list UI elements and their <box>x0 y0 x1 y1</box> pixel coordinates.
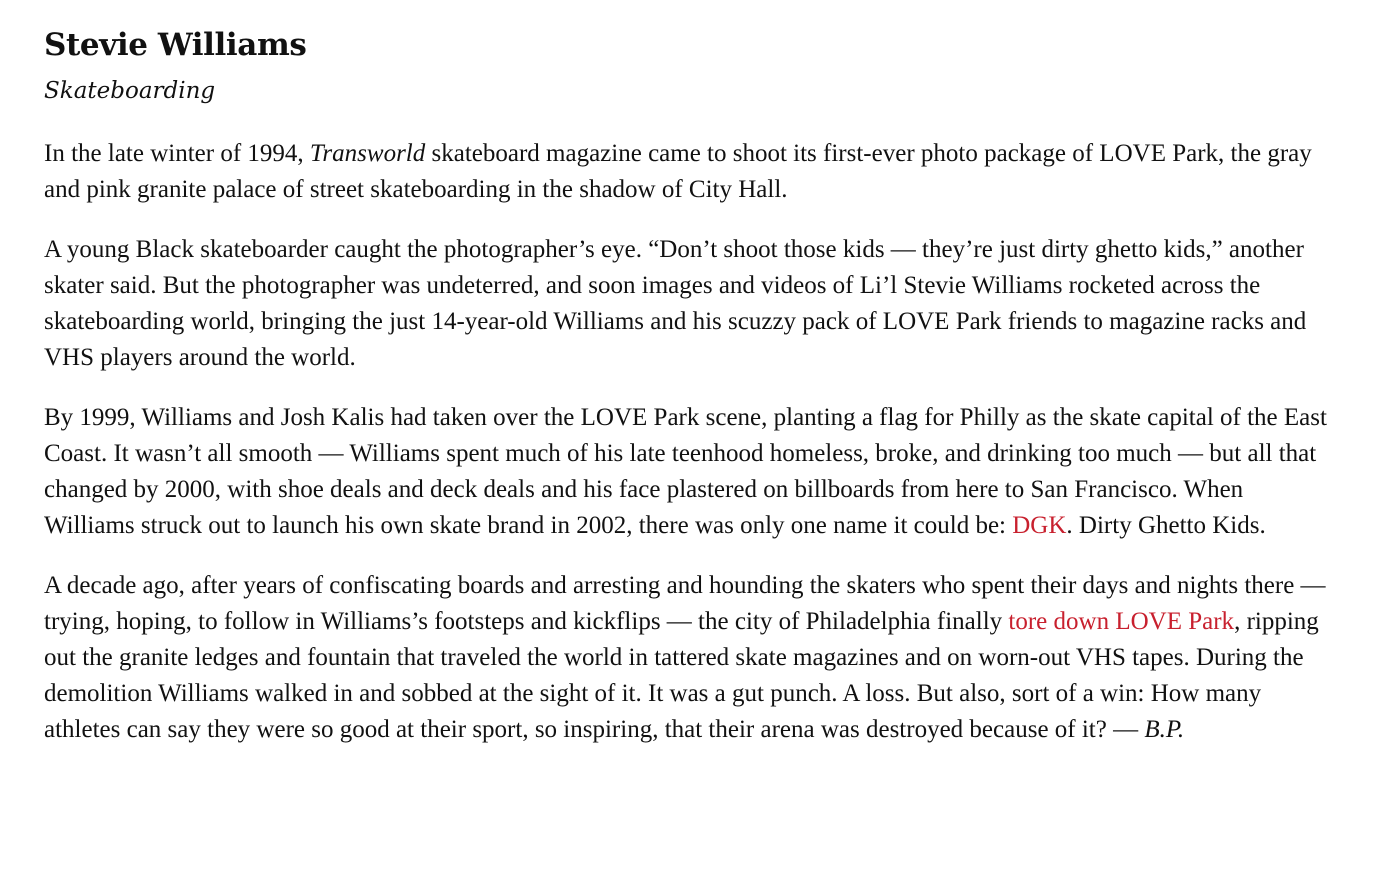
paragraph-4-text-end: , ripping out the granite ledges and fountain that traveled the world in tattered skate magazines and on worn-out VHS tapes. During the demolition Williams walked in and sobbed at the sight of it. It was a gut punch. A loss. But also, sort of a win: How many athletes can say they were so good at their sport, so inspiring, that their arena was destroyed because of it? — <box>44 608 1319 743</box>
paragraph-4 <box>44 568 1336 748</box>
article-category: Skateboarding <box>44 78 216 104</box>
dgk-link[interactable]: DGK <box>1012 512 1067 539</box>
paragraph-3-text-start: By 1999, Williams and Josh Kalis had taken over the LOVE Park scene, planting a flag for Philly as the skate capital of the East Coast. It wasn’t all smooth — Williams spent much of his late teenhood homeless, broke, and drinking too much — but all that changed by 2000, with shoe deals and deck deals and his face plastered on billboards from here to San Francisco. When Williams struck out to launch his own skate brand in 2002, there was only one name it could be: <box>44 404 1327 539</box>
paragraph-4-text-start: A decade ago, after years of confiscating boards and arresting and hounding the skaters who spent their days and nights there — trying, hoping, to follow in Williams’s footsteps and kickflips — the city of Philadelphia finally <box>44 572 1326 635</box>
magazine-name: Transworld <box>309 140 426 167</box>
paragraph-3-text-end: . Dirty Ghetto Kids. <box>1066 512 1266 539</box>
paragraph-1 <box>44 136 1336 208</box>
paragraph-3 <box>44 400 1336 544</box>
tore-down-love-park-link[interactable]: tore down LOVE Park <box>1008 608 1235 635</box>
paragraph-1-text-start: In the late winter of 1994, <box>44 140 310 167</box>
paragraph-2 <box>44 232 1336 376</box>
paragraph-1-text-end: skateboard magazine came to shoot its first-ever photo package of LOVE Park, the gray and pink granite palace of street skateboarding in the shadow of City Hall. <box>44 140 1312 203</box>
article <box>44 26 1336 748</box>
author-byline: B.P. <box>1144 716 1185 743</box>
article-title: Stevie Williams <box>44 27 307 63</box>
paragraph-2-text: A young Black skateboarder caught the photographer’s eye. “Don’t shoot those kids — they’re just dirty ghetto kids,” another skater said. But the photographer was undeterred, and soon images and videos of Li’l Stevie Williams rocketed across the skateboarding world, bringing the just 14-year-old Williams and his scuzzy pack of LOVE Park friends to magazine racks and VHS players around the world. <box>44 236 1307 371</box>
